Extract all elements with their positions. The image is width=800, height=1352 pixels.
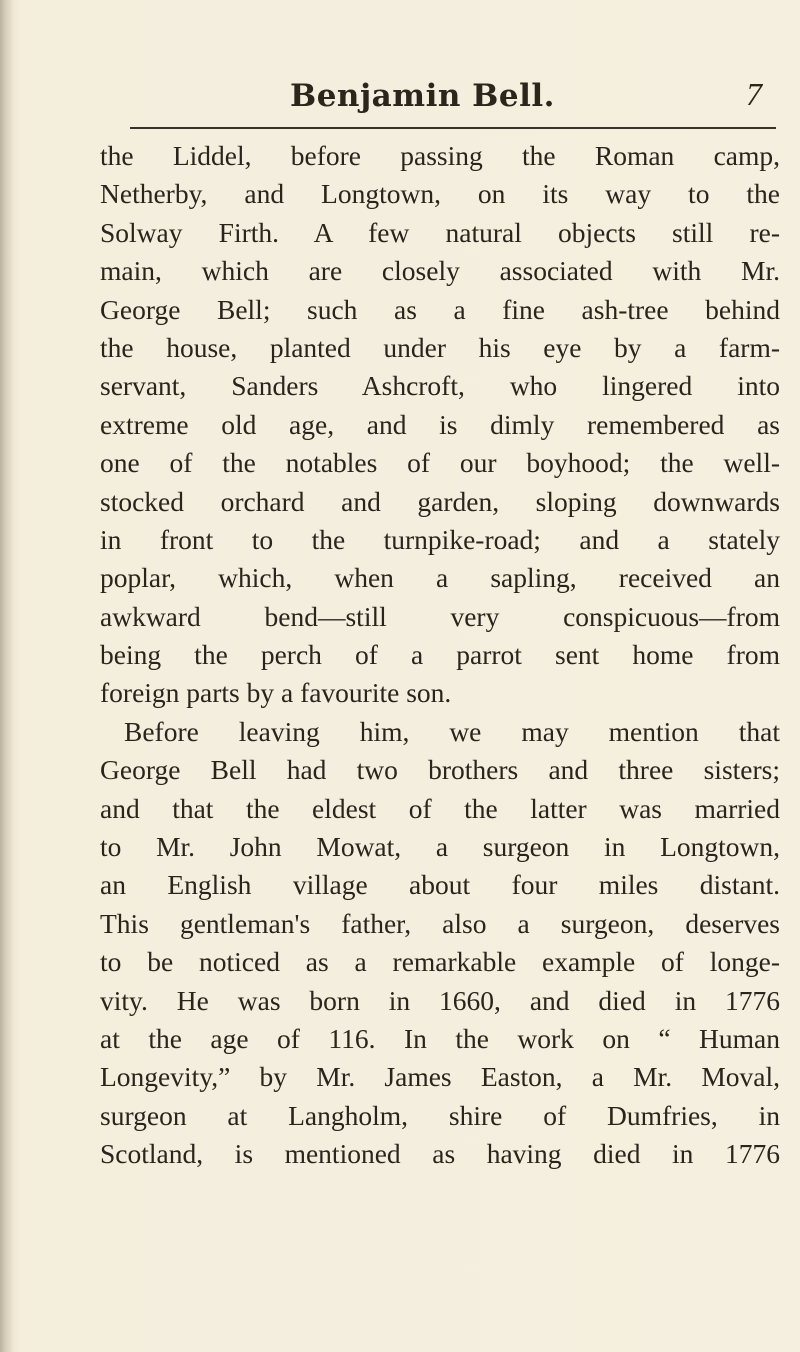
page-header — [100, 78, 780, 126]
text-line: surgeon at Langholm, shire of Dumfries, in — [100, 1099, 780, 1131]
text-line: Before leaving him, we may mention that — [124, 715, 780, 747]
text-line: poplar, which, when a sapling, received an — [100, 562, 780, 594]
text-line: vity. He was born in 1660, and died in 1776 — [100, 984, 780, 1016]
text-line: an English village about four miles distant. — [100, 869, 780, 901]
text-line: extreme old age, and is dimly remembered as — [100, 408, 780, 440]
text-line: at the age of 116. In the work on “ Human — [100, 1022, 780, 1054]
text-line: stocked orchard and garden, sloping downwards — [100, 485, 780, 517]
text-line: the Liddel, before passing the Roman camp, — [100, 140, 780, 171]
text-line: main, which are closely associated with Mr. — [100, 255, 780, 287]
text-line: to Mr. John Mowat, a surgeon in Longtown, — [100, 831, 780, 863]
text-line: foreign parts by a favourite son. — [100, 677, 452, 709]
text-line: Solway Firth. A few natural objects still re- — [100, 216, 780, 248]
text-line: Longevity,” by Mr. James Easton, a Mr. Moval, — [100, 1061, 780, 1093]
page-number: 7 — [746, 76, 762, 112]
text-line: George Bell had two brothers and three sisters; — [100, 754, 780, 786]
running-title: Benjamin Bell. — [290, 78, 555, 114]
text-line: servant, Sanders Ashcroft, who lingered into — [100, 370, 780, 402]
text-line: awkward bend—still very conspicuous—from — [100, 600, 780, 632]
text-line: and that the eldest of the latter was married — [100, 792, 780, 824]
text-line: George Bell; such as a fine ash-tree behind — [100, 293, 780, 325]
text-line: one of the notables of our boyhood; the well- — [100, 447, 780, 479]
page-gutter — [0, 0, 14, 1352]
text-line: to be noticed as a remarkable example of longe- — [100, 946, 780, 978]
text-line: Netherby, and Longtown, on its way to the — [100, 178, 780, 210]
text-line: in front to the turnpike-road; and a stately — [100, 523, 780, 555]
body-text — [100, 137, 780, 1174]
text-line: being the perch of a parrot sent home from — [100, 639, 780, 671]
text-line: This gentleman's father, also a surgeon, deserves — [100, 907, 780, 939]
text-line: Scotland, is mentioned as having died in 1776 — [100, 1138, 780, 1170]
text-line: the house, planted under his eye by a farm- — [100, 331, 780, 363]
header-rule — [130, 127, 776, 129]
